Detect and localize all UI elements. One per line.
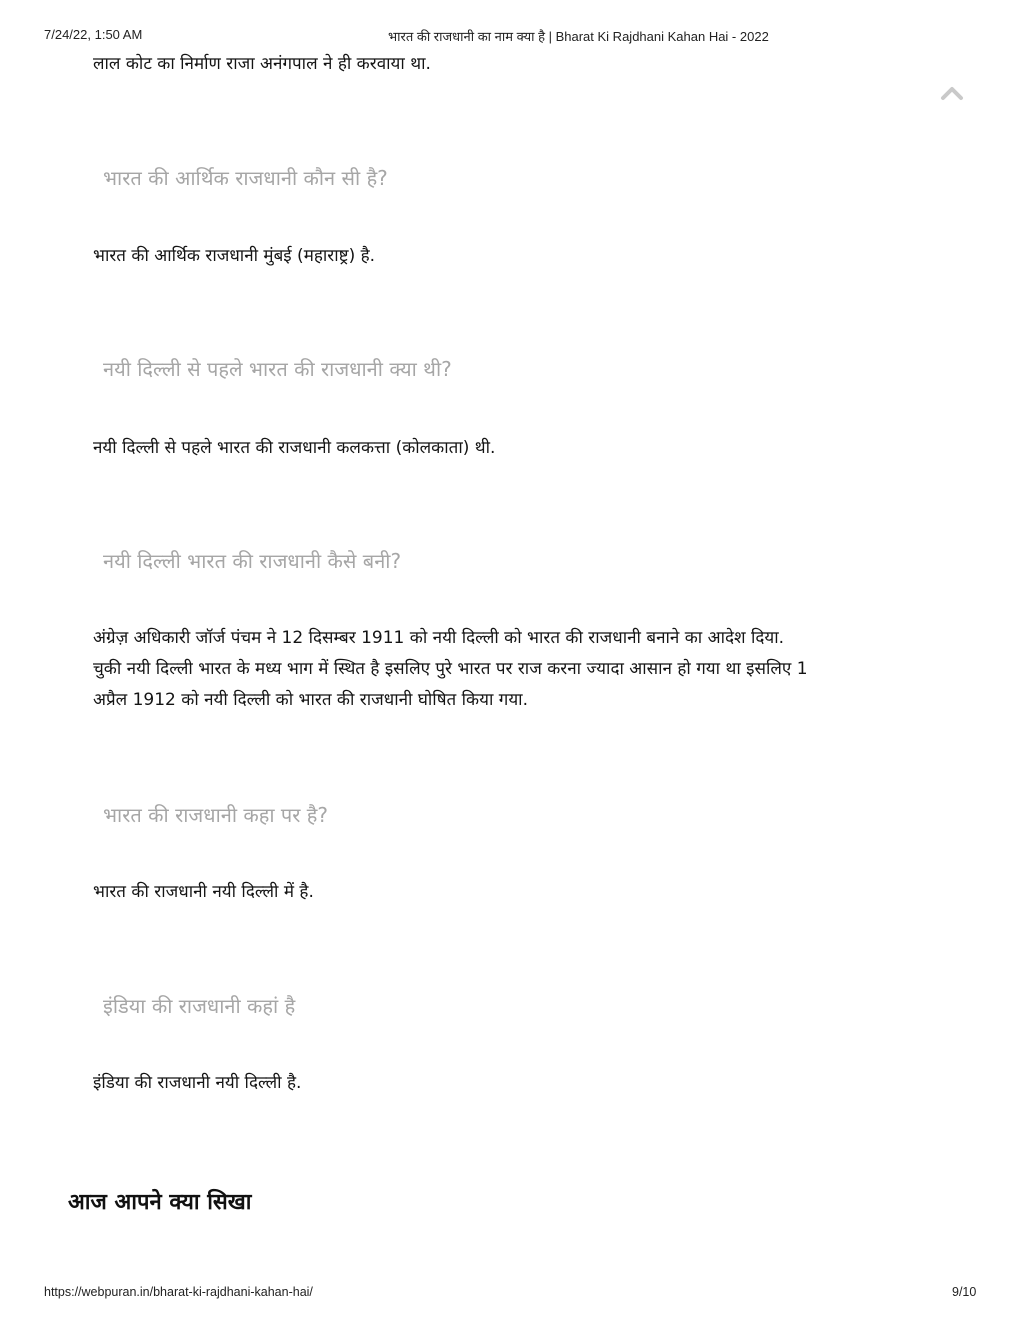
section-heading: आज आपने क्या सिखा	[68, 1190, 252, 1215]
page-number: 9/10	[952, 1285, 977, 1299]
faq-question[interactable]: भारत की आर्थिक राजधानी कौन सी है?	[103, 166, 388, 190]
faq-question[interactable]: भारत की राजधानी कहा पर है?	[103, 803, 329, 827]
faq-answer: नयी दिल्ली से पहले भारत की राजधानी कलकत्ता (कोलकाता) थी.	[93, 438, 496, 458]
faq-answer-line: अप्रैल 1912 को नयी दिल्ली को भारत की राजधानी घोषित किया गया.	[93, 690, 528, 710]
intro-paragraph: लाल कोट का निर्माण राजा अनंगपाल ने ही करवाया था.	[93, 54, 431, 74]
scroll-to-top-button[interactable]	[938, 82, 966, 104]
faq-question[interactable]: नयी दिल्ली भारत की राजधानी कैसे बनी?	[103, 549, 402, 573]
faq-answer-line: चुकी नयी दिल्ली भारत के मध्य भाग में स्थित है इसलिए पुरे भारत पर राज करना ज्यादा आसान हो गया था इसलिए 1	[93, 659, 808, 679]
faq-answer: भारत की राजधानी नयी दिल्ली में है.	[93, 882, 314, 902]
faq-answer: इंडिया की राजधानी नयी दिल्ली है.	[93, 1073, 302, 1093]
print-url: https://webpuran.in/bharat-ki-rajdhani-kahan-hai/	[44, 1285, 313, 1299]
print-datetime: 7/24/22, 1:50 AM	[44, 27, 143, 42]
faq-answer: भारत की आर्थिक राजधानी मुंबई (महाराष्ट्र) है.	[93, 246, 376, 266]
faq-answer-line: अंग्रेज़ अधिकारी जॉर्ज पंचम ने 12 दिसम्बर 1911 को नयी दिल्ली को भारत की राजधानी बनाने का आदेश दिया.	[93, 628, 785, 648]
faq-question[interactable]: इंडिया की राजधानी कहां है	[103, 994, 296, 1018]
chevron-up-icon	[938, 82, 966, 104]
print-page-title: भारत की राजधानी का नाम क्या है | Bharat Ki Rajdhani Kahan Hai - 2022	[388, 29, 769, 44]
faq-question[interactable]: नयी दिल्ली से पहले भारत की राजधानी क्या थी?	[103, 357, 452, 381]
